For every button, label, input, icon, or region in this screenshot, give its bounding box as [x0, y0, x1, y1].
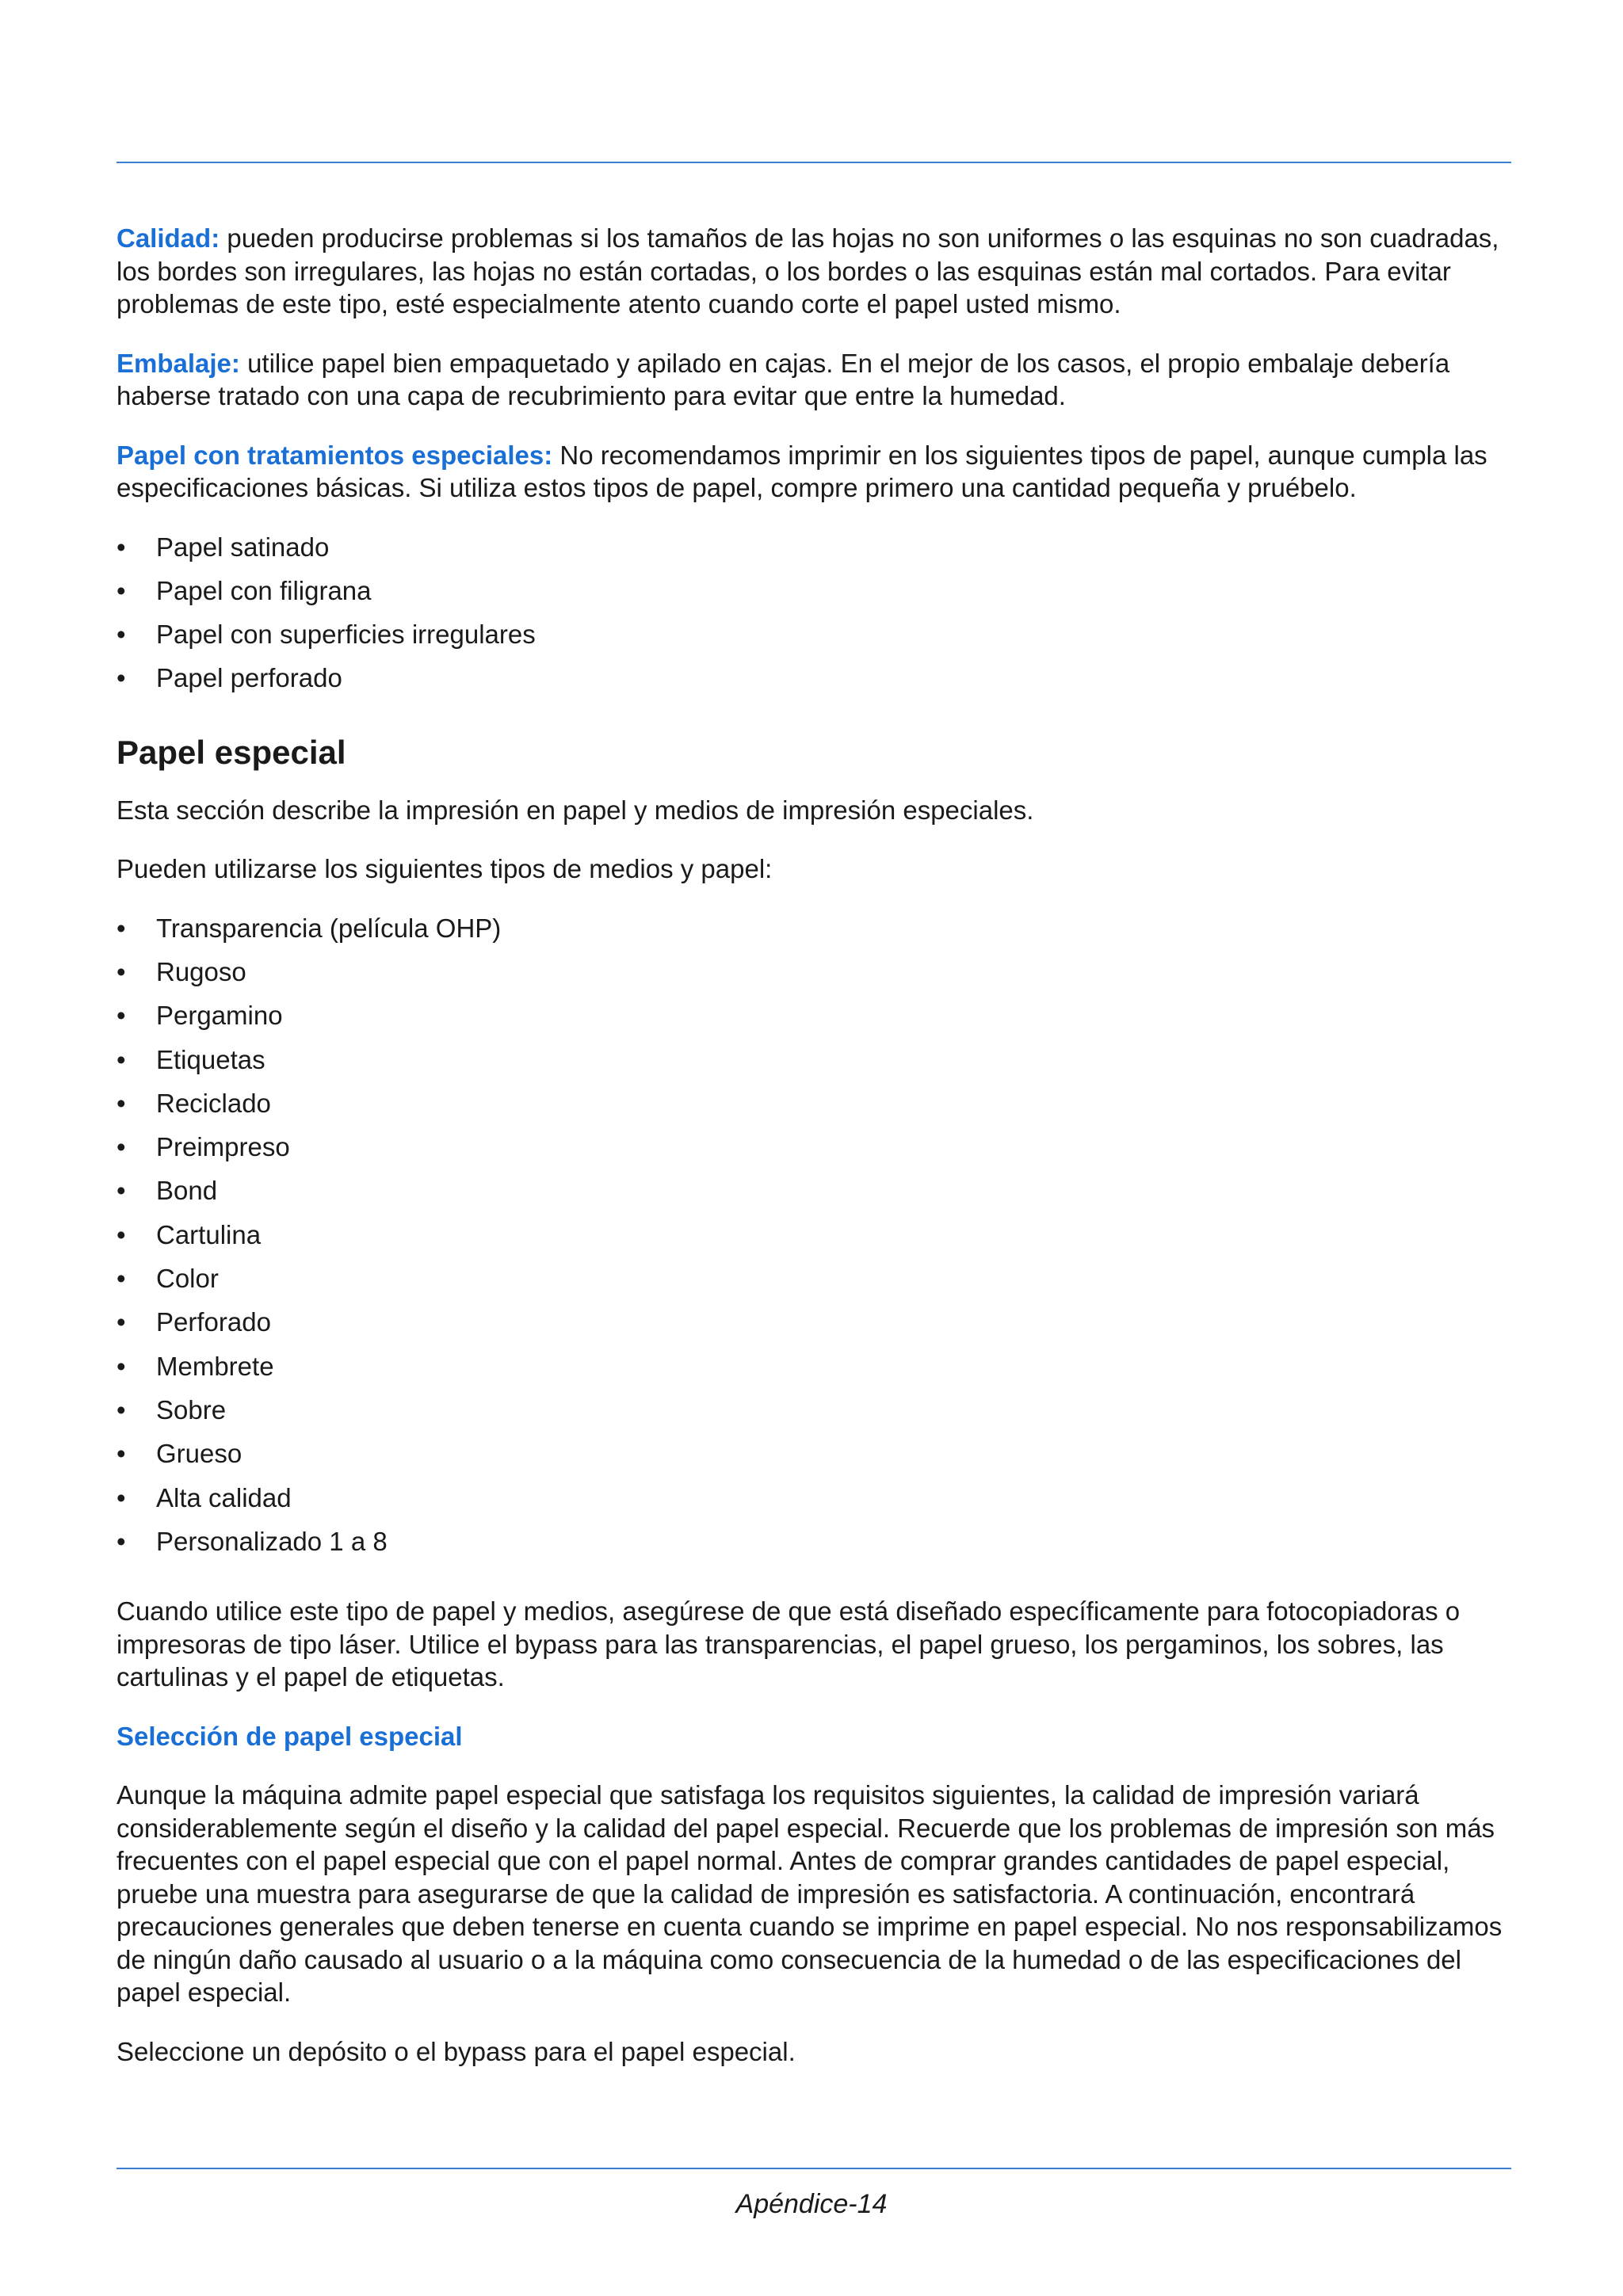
list-item	[116, 955, 1511, 999]
list-item	[116, 662, 1511, 705]
list-item	[116, 1394, 1511, 1437]
subsection-paragraph: Aunque la máquina admite papel especial que satisfaga los requisitos siguientes, la calidad de impresión variará considerablemente según el diseño y la calidad del papel especial. Recuerde que los problemas de impresión son más frecuentes con el papel especial que con el papel normal. Antes de comprar grandes cantidades de papel especial, pruebe una muestra para asegurarse de que la calidad de impresión es satisfactoria. A continuación, encontrará precauciones generales que deben tenerse en cuenta cuando se imprime en papel especial. No nos responsabilizamos de ningún daño causado al usuario o a la máquina como consecuencia de la humedad o de las especificaciones del papel especial.	[116, 1780, 1503, 2008]
bullet-icon: •	[116, 1264, 126, 1294]
list-item	[116, 574, 1511, 618]
bullet-icon: •	[116, 1176, 126, 1206]
list-item	[116, 1087, 1511, 1131]
list-item-label: Alta calidad	[156, 1482, 292, 1512]
bullet-icon: •	[116, 1351, 126, 1381]
list-item	[116, 531, 1511, 574]
list-item-label: Rugoso	[156, 956, 246, 986]
bullet-icon: •	[116, 532, 126, 562]
list-item	[116, 999, 1511, 1043]
bullet-icon: •	[116, 913, 126, 943]
bullet-icon: •	[116, 1526, 126, 1556]
paragraph-tratamientos	[116, 439, 1511, 505]
bullet-icon: •	[116, 1439, 126, 1469]
list-item	[116, 1174, 1511, 1218]
section-title: Papel especial	[116, 733, 346, 771]
list-item-label: Papel perforado	[156, 663, 342, 693]
list-item	[116, 1306, 1511, 1349]
section-intro: Esta sección describe la impresión en papel y medios de impresión especiales.	[116, 795, 1034, 825]
term-calidad: Calidad:	[116, 223, 220, 253]
list-item	[116, 1482, 1511, 1525]
list-item	[116, 618, 1511, 662]
section-usage-note: Cuando utilice este tipo de papel y medios, asegúrese de que está diseñado específicamente para fotocopiadoras o impresoras de tipo láser. Utilice el bypass para las transparencias, el papel grueso, los pergaminos, los sobres, las cartulinas y el papel de etiquetas.	[116, 1596, 1461, 1692]
list-item	[116, 1525, 1511, 1569]
list-item-label: Perforado	[156, 1307, 271, 1337]
list-item-label: Pergamino	[156, 1001, 283, 1031]
list-item	[116, 1262, 1511, 1306]
bullet-icon: •	[116, 1219, 126, 1249]
list-item-label: Sobre	[156, 1394, 227, 1425]
list-item	[116, 1219, 1511, 1262]
term-embalaje: Embalaje:	[116, 348, 240, 378]
bullet-icon: •	[116, 620, 126, 650]
treated-paper-list	[116, 531, 1511, 706]
bullet-icon: •	[116, 956, 126, 986]
text-calidad: pueden producirse problemas si los tamaños de las hojas no son uniformes o las esquinas no son cuadradas, los bordes son irregulares, las hojas no están cortadas, o los bordes o las esquinas están mal cortados. Para evitar problemas de este tipo, esté especialmente atento cuando corte el papel usted mismo.	[116, 223, 1499, 318]
page-number: Apéndice-14	[735, 2189, 888, 2219]
bullet-icon: •	[116, 1394, 126, 1425]
term-tratamientos: Papel con tratamientos especiales:	[116, 440, 553, 470]
list-item-label: Membrete	[156, 1351, 274, 1381]
subsection-title: Selección de papel especial	[116, 1721, 463, 1751]
header-rule	[116, 162, 1511, 163]
section-media-lead: Pueden utilizarse los siguientes tipos de medios y papel:	[116, 854, 773, 884]
page-content	[116, 222, 1511, 2094]
list-item-label: Personalizado 1 a 8	[156, 1526, 388, 1556]
list-item-label: Reciclado	[156, 1088, 271, 1118]
paragraph-embalaje	[116, 347, 1511, 413]
bullet-icon: •	[116, 1044, 126, 1074]
bullet-icon: •	[116, 1088, 126, 1118]
bullet-icon: •	[116, 575, 126, 605]
bullet-icon: •	[116, 1482, 126, 1512]
list-item-label: Etiquetas	[156, 1044, 265, 1074]
list-item	[116, 1043, 1511, 1087]
list-item-label: Grueso	[156, 1439, 242, 1469]
text-tratamientos: No recomendamos imprimir en los siguientes tipos de papel, aunque cumpla las especificaciones básicas. Si utiliza estos tipos de papel, compre primero una cantidad pequeña y pruébelo.	[116, 440, 1487, 502]
list-item-label: Papel con superficies irregulares	[156, 620, 536, 650]
footer-rule	[116, 2168, 1511, 2169]
list-item	[116, 1437, 1511, 1481]
list-item	[116, 1350, 1511, 1394]
bullet-icon: •	[116, 1307, 126, 1337]
list-item-label: Bond	[156, 1176, 218, 1206]
paragraph-calidad	[116, 222, 1511, 321]
list-item-label: Cartulina	[156, 1219, 262, 1249]
list-item-label: Papel con filigrana	[156, 575, 372, 605]
list-item	[116, 912, 1511, 955]
media-type-list	[116, 912, 1511, 1569]
bullet-icon: •	[116, 1001, 126, 1031]
text-embalaje: utilice papel bien empaquetado y apilado en cajas. En el mejor de los casos, el propio embalaje debería haberse tratado con una capa de recubrimiento para evitar que entre la humedad.	[116, 348, 1450, 410]
list-item-label: Transparencia (película OHP)	[156, 913, 502, 943]
list-item	[116, 1131, 1511, 1174]
list-item-label: Color	[156, 1264, 219, 1294]
subsection-instruction: Seleccione un depósito o el bypass para el papel especial.	[116, 2036, 796, 2066]
bullet-icon: •	[116, 663, 126, 693]
bullet-icon: •	[116, 1132, 126, 1162]
list-item-label: Preimpreso	[156, 1132, 290, 1162]
list-item-label: Papel satinado	[156, 532, 330, 562]
